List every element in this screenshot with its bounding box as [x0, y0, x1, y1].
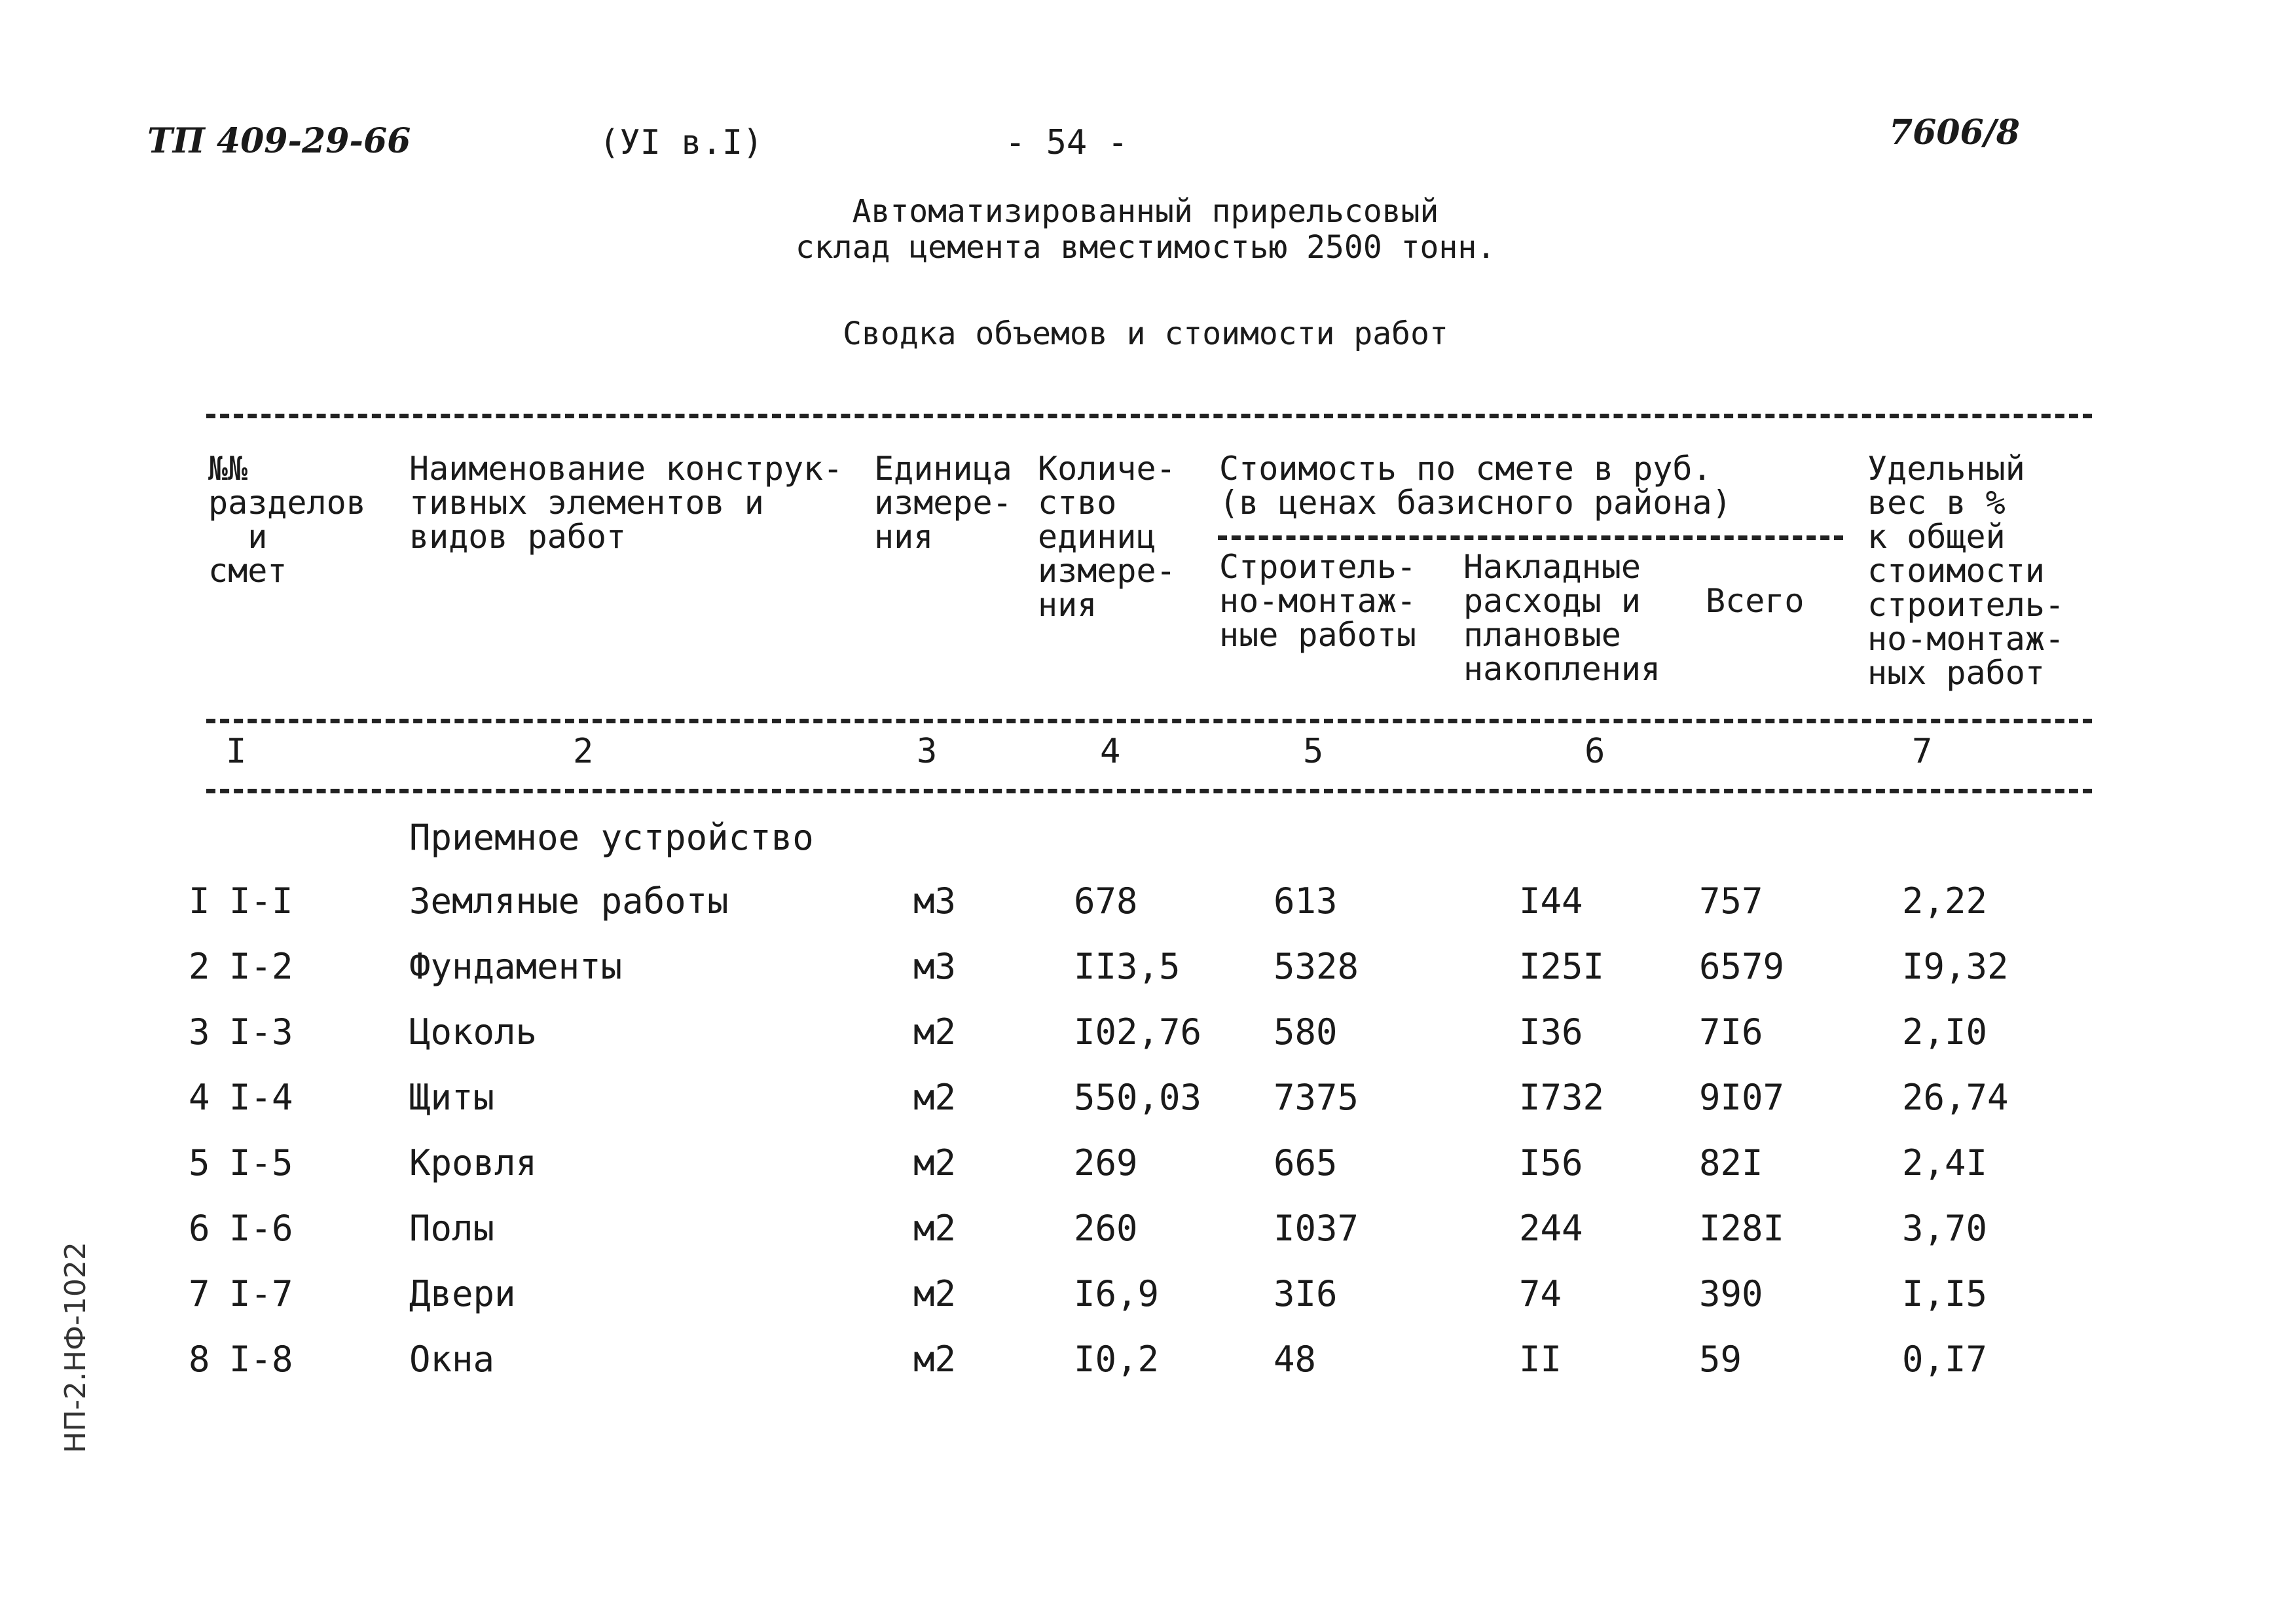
- column-number: 3: [917, 732, 938, 771]
- row-code: I-3: [229, 1011, 293, 1053]
- row-quantity: 678: [1074, 880, 1138, 922]
- row-code: I-4: [229, 1077, 293, 1118]
- side-stamp: НП-2.НФ-1022: [59, 1242, 92, 1453]
- row-number: 7: [189, 1273, 210, 1314]
- row-share: I9,32: [1902, 946, 2009, 987]
- column-number: 4: [1100, 732, 1121, 771]
- row-unit: м2: [913, 1142, 957, 1183]
- col-construction-cost-header: Строитель- но-монтаж- ные работы: [1219, 548, 1417, 654]
- row-construction-cost: 613: [1274, 880, 1338, 922]
- row-quantity: 550,03: [1074, 1077, 1202, 1118]
- row-name: Земляные работы: [409, 880, 729, 922]
- row-name: Полы: [409, 1208, 495, 1249]
- row-total: 7I6: [1699, 1011, 1763, 1053]
- row-total: 757: [1699, 880, 1763, 922]
- row-share: I,I5: [1902, 1273, 1988, 1314]
- column-number: I: [226, 732, 247, 771]
- row-overhead: 74: [1519, 1273, 1562, 1314]
- row-number: 8: [189, 1339, 210, 1380]
- row-construction-cost: 580: [1274, 1011, 1338, 1053]
- row-quantity: I6,9: [1074, 1273, 1160, 1314]
- cost-group-header: Стоимость по смете в руб. (в ценах базисного района): [1219, 450, 1732, 522]
- cost-subheader-rule: [1218, 535, 1843, 540]
- row-total: 6579: [1699, 946, 1785, 987]
- row-overhead: I36: [1519, 1011, 1583, 1053]
- row-overhead: II: [1519, 1339, 1562, 1380]
- row-quantity: I0,2: [1074, 1339, 1160, 1380]
- header-bottom-rule: [206, 719, 2092, 723]
- row-name: Щиты: [409, 1077, 495, 1118]
- row-total: 9I07: [1699, 1077, 1785, 1118]
- row-quantity: 269: [1074, 1142, 1138, 1183]
- row-total: 82I: [1699, 1142, 1763, 1183]
- document-code: ТП 409-29-66: [147, 121, 411, 161]
- col-total-header: Всего: [1706, 582, 1805, 620]
- row-name: Окна: [409, 1339, 495, 1380]
- row-overhead: I44: [1519, 880, 1583, 922]
- row-quantity: II3,5: [1074, 946, 1181, 987]
- row-unit: м2: [913, 1339, 957, 1380]
- row-unit: м2: [913, 1273, 957, 1314]
- row-share: 2,I0: [1902, 1011, 1988, 1053]
- row-name: Двери: [409, 1273, 516, 1314]
- row-number: 4: [189, 1077, 210, 1118]
- row-construction-cost: 5328: [1274, 946, 1359, 987]
- row-share: 26,74: [1902, 1077, 2009, 1118]
- row-construction-cost: 3I6: [1274, 1273, 1338, 1314]
- row-name: Кровля: [409, 1142, 538, 1183]
- row-unit: м3: [913, 880, 957, 922]
- section-title: Приемное устройство: [409, 817, 814, 858]
- row-unit: м2: [913, 1208, 957, 1249]
- row-construction-cost: I037: [1274, 1208, 1359, 1249]
- column-numbers-rule: [206, 789, 2092, 793]
- row-name: Фундаменты: [409, 946, 623, 987]
- column-number: 2: [573, 732, 594, 771]
- row-construction-cost: 7375: [1274, 1077, 1359, 1118]
- row-share: 3,70: [1902, 1208, 1988, 1249]
- row-number: I: [189, 880, 210, 922]
- column-number: 5: [1303, 732, 1324, 771]
- col-share-header: Удельный вес в % к общей стоимости строитель- но-монтаж- ных работ: [1867, 450, 2065, 692]
- row-number: 6: [189, 1208, 210, 1249]
- row-code: I-6: [229, 1208, 293, 1249]
- row-overhead: I25I: [1519, 946, 1605, 987]
- row-number: 3: [189, 1011, 210, 1053]
- row-code: I-I: [229, 880, 293, 922]
- row-overhead: I56: [1519, 1142, 1583, 1183]
- col-unit-header: Единица измере- ния: [874, 450, 1012, 556]
- col-name-header: Наименование конструк- тивных элементов и видов работ: [409, 450, 843, 556]
- row-share: 2,22: [1902, 880, 1988, 922]
- row-total: 59: [1699, 1339, 1742, 1380]
- row-unit: м2: [913, 1077, 957, 1118]
- row-code: I-8: [229, 1339, 293, 1380]
- table-subtitle: Сводка объемов и стоимости работ: [843, 316, 1448, 352]
- col-overhead-header: Накладные расходы и плановые накопления: [1463, 548, 1661, 688]
- row-code: I-7: [229, 1273, 293, 1314]
- row-name: Цоколь: [409, 1011, 538, 1053]
- row-construction-cost: 48: [1274, 1339, 1317, 1380]
- row-total: 390: [1699, 1273, 1763, 1314]
- column-number: 7: [1912, 732, 1933, 771]
- row-overhead: I732: [1519, 1077, 1605, 1118]
- table-top-rule: [206, 414, 2092, 418]
- row-number: 5: [189, 1142, 210, 1183]
- document-title-line2: склад цемента вместимостью 2500 тонн.: [795, 229, 1496, 266]
- col-section-number-header: №№ разделов и смет: [208, 450, 366, 590]
- page-number: - 54 -: [1005, 123, 1128, 162]
- row-code: I-5: [229, 1142, 293, 1183]
- row-code: I-2: [229, 946, 293, 987]
- row-construction-cost: 665: [1274, 1142, 1338, 1183]
- row-quantity: I02,76: [1074, 1011, 1202, 1053]
- row-quantity: 260: [1074, 1208, 1138, 1249]
- row-unit: м2: [913, 1011, 957, 1053]
- document-title-line1: Автоматизированный прирельсовый: [852, 193, 1439, 230]
- column-number: 6: [1585, 732, 1605, 771]
- volume-label: (УI в.I): [599, 123, 763, 162]
- sheet-number: 7606/8: [1889, 113, 2020, 153]
- col-quantity-header: Количе- ство единиц измере- ния: [1038, 450, 1176, 624]
- row-share: 2,4I: [1902, 1142, 1988, 1183]
- row-overhead: 244: [1519, 1208, 1583, 1249]
- row-unit: м3: [913, 946, 957, 987]
- row-number: 2: [189, 946, 210, 987]
- row-total: I28I: [1699, 1208, 1785, 1249]
- row-share: 0,I7: [1902, 1339, 1988, 1380]
